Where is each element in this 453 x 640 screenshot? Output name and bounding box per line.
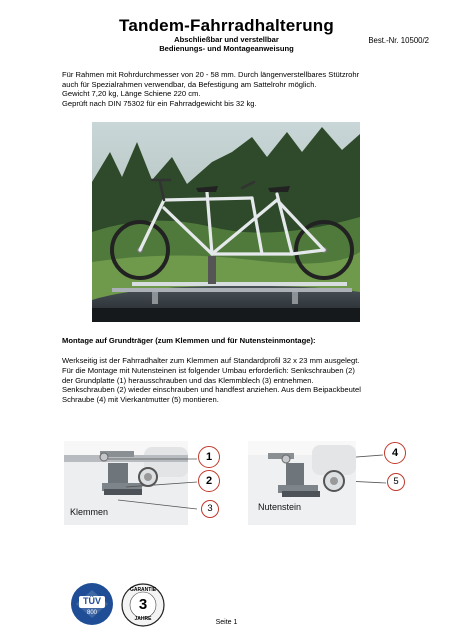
callout-4: 4 [384,442,406,464]
intro-line: Gewicht 7,20 kg, Länge Schiene 220 cm. [62,89,201,98]
mounting-line: Für die Montage mit Nutensteinen ist folgender Umbau erforderlich: Senkschrauben (2) [62,365,355,375]
intro-line: Für Rahmen mit Rohrdurchmesser von 20 - 58 mm. Durch längenverstellbares Stützrohr [62,70,360,79]
tuv-text: TÜV [83,596,101,606]
order-number: Best.-Nr. 10500/2 [368,36,429,45]
subtitle-line-1: Abschließbar und verstellbar [174,35,279,44]
callout-3: 3 [201,500,219,518]
mounting-line: Werkseitig ist der Fahrradhalter zum Klemmen auf Standardprofil 32 x 23 mm ausgelegt. [62,356,360,365]
slot-nut-label: Nutenstein [258,502,302,512]
mounting-heading: Montage auf Grundträger (zum Klemmen und für Nutensteinmontage): [62,336,316,345]
callout-5: 5 [387,473,405,491]
mounting-line: Schraube (4) mit Vierkantmutter (5) montieren. [62,395,219,405]
callout-1: 1 [198,446,220,468]
subtitle-line-2: Bedienungs- und Montageanweisung [159,44,294,53]
guarantee-number: 3 [138,596,148,613]
tuv-number: 800 [86,610,97,616]
callout-2: 2 [198,470,220,492]
slot-nut-detail-photo [248,441,356,525]
clamp-label: Klemmen [70,507,109,517]
intro-line: auch für Spezialrahmen verwendbar, da Befestigung am Sattelrohr möglich. [62,79,317,89]
intro-line: Geprüft nach DIN 75302 für ein Fahrradgewicht bis 32 kg. [62,98,257,108]
mounting-line: der Grundplatte (1) herausschrauben und das Klemmblech (3) entnehmen. [62,375,314,385]
guarantee-bottom-text: JAHRE [134,616,152,622]
mounting-line: Senkschrauben (2) wieder einschrauben und handfest anziehen. Aus dem Beipackbeutel [62,385,361,395]
page-title: Tandem-Fahrradhalterung [119,16,334,35]
guarantee-top-text: GARANTIE [129,587,157,593]
page-number: Seite 1 [215,619,238,626]
